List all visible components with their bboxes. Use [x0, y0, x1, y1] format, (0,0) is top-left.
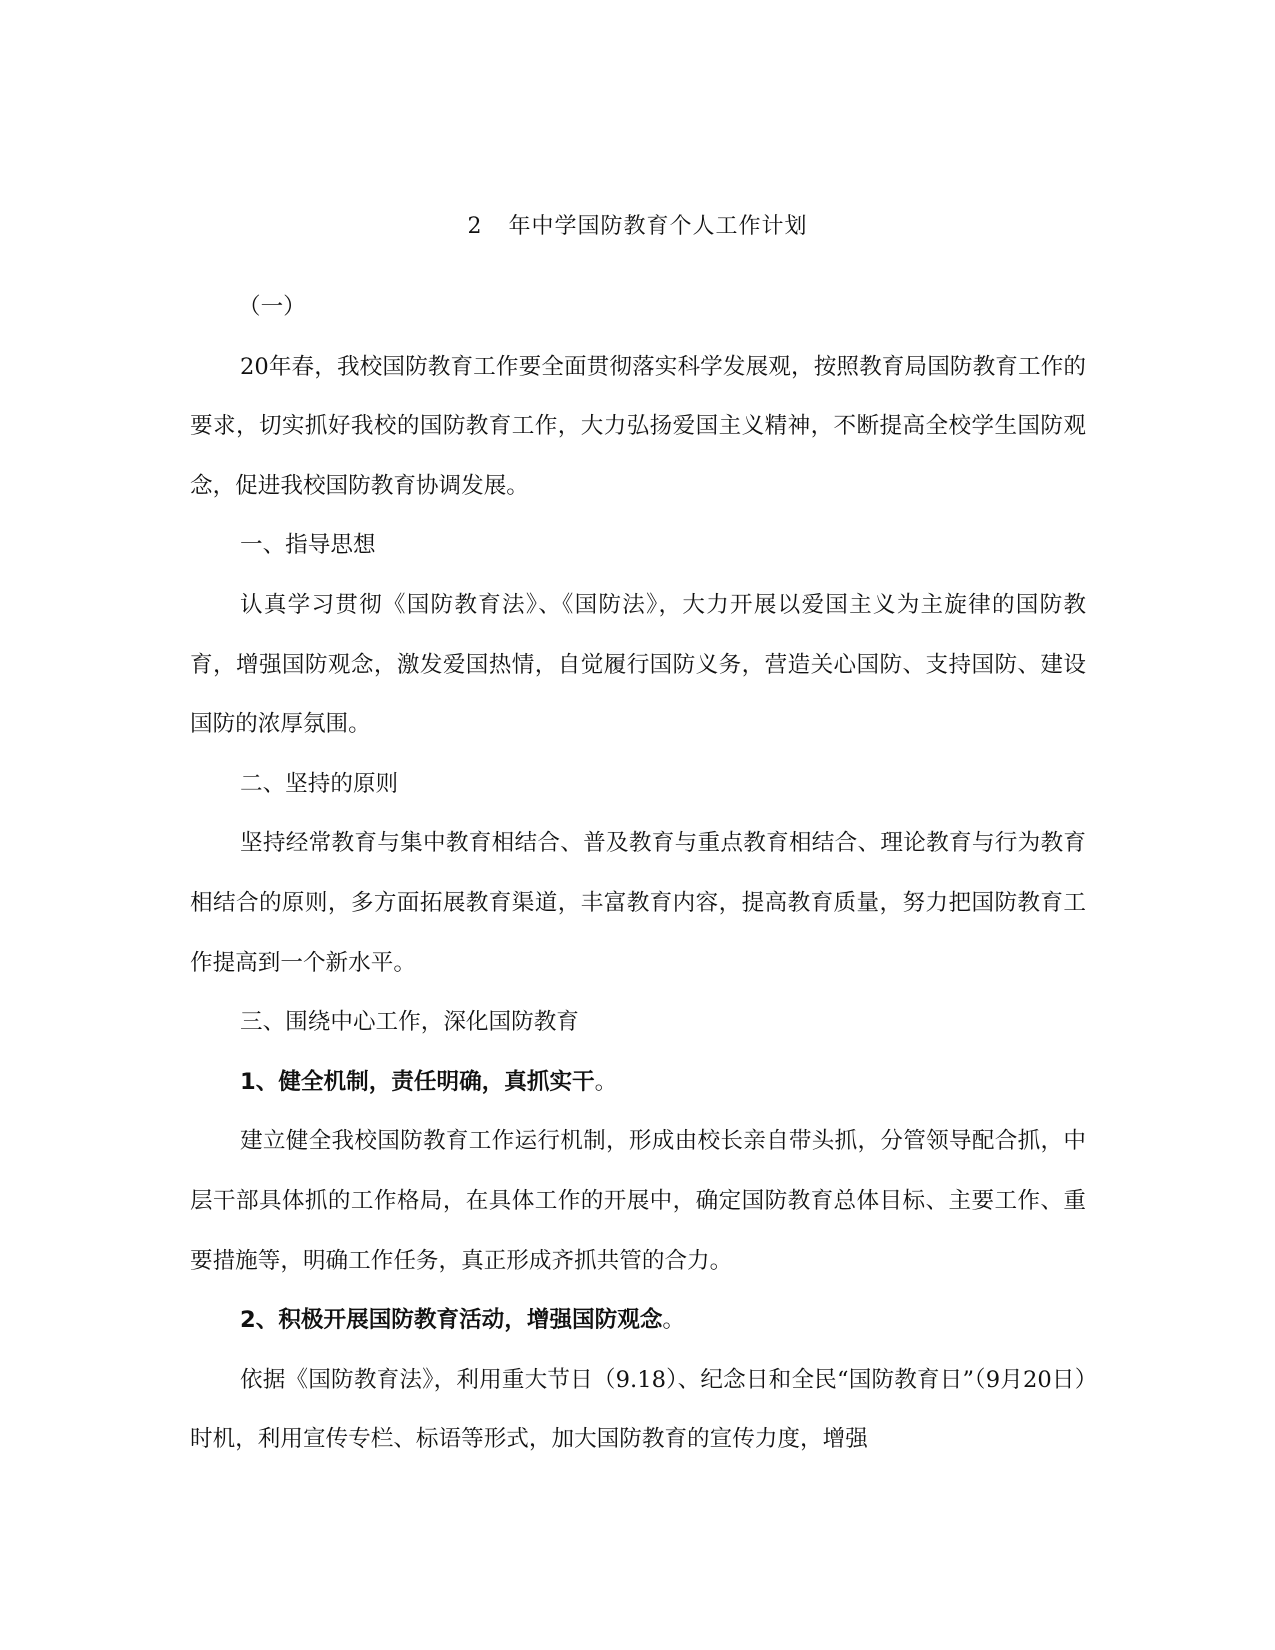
document-body [190, 278, 1086, 1470]
heading-principles: 二、坚持的原则 [240, 770, 399, 797]
paragraph-principles: 坚持经常教育与集中教育相结合、普及教育与重点教育相结合、理论教育与行为教育相结合的原则，多方面拓展教育渠道，丰富教育内容，提高教育质量，努力把国防教育工作提高到一个新水平。 [190, 830, 1086, 976]
title-text: 年中学国防教育个人工作计划 [508, 214, 808, 239]
subheading-activities [190, 1291, 1086, 1351]
subheading-activities-text: 2、积极开展国防教育活动，增强国防观念 [240, 1307, 663, 1334]
subheading-mechanism-text: 1、健全机制，责任明确，真抓实干 [240, 1068, 595, 1095]
intro-paragraph: 20年春，我校国防教育工作要全面贯彻落实科学发展观，按照教育局国防教育工作的要求，切实抓好我校的国防教育工作，大力弘扬爱国主义精神，不断提高全校学生国防观念，促进我校国防教育协调发展。 [190, 353, 1086, 499]
subheading-mechanism [190, 1053, 1086, 1113]
document-title [0, 209, 1275, 240]
heading-center-work: 三、围绕中心工作，深化国防教育 [240, 1009, 579, 1036]
heading-guiding-thought: 一、指导思想 [240, 532, 376, 559]
subheading-mechanism-punct: 。 [594, 1068, 618, 1095]
paragraph-mechanism: 建立健全我校国防教育工作运行机制，形成由校长亲自带头抓，分管领导配合抓，中层干部具体抓的工作格局，在具体工作的开展中，确定国防教育总体目标、主要工作、重要措施等，明确工作任务，真正形成齐抓共管的合力。 [190, 1128, 1086, 1274]
subheading-activities-punct: 。 [662, 1307, 686, 1334]
section-marker: （一） [238, 294, 306, 320]
title-number: 2 [467, 214, 483, 239]
paragraph-guiding-thought: 认真学习贯彻《国防教育法》、《国防法》，大力开展以爱国主义为主旋律的国防教育，增强国防观念，激发爱国热情，自觉履行国防义务，营造关心国防、支持国防、建设国防的浓厚氛围。 [190, 591, 1086, 738]
paragraph-activities: 依据《国防教育法》，利用重大节日（9.18）、纪念日和全民“国防教育日”（9月20日）时机，利用宣传专栏、标语等形式，加大国防教育的宣传力度，增强 [190, 1366, 1086, 1453]
